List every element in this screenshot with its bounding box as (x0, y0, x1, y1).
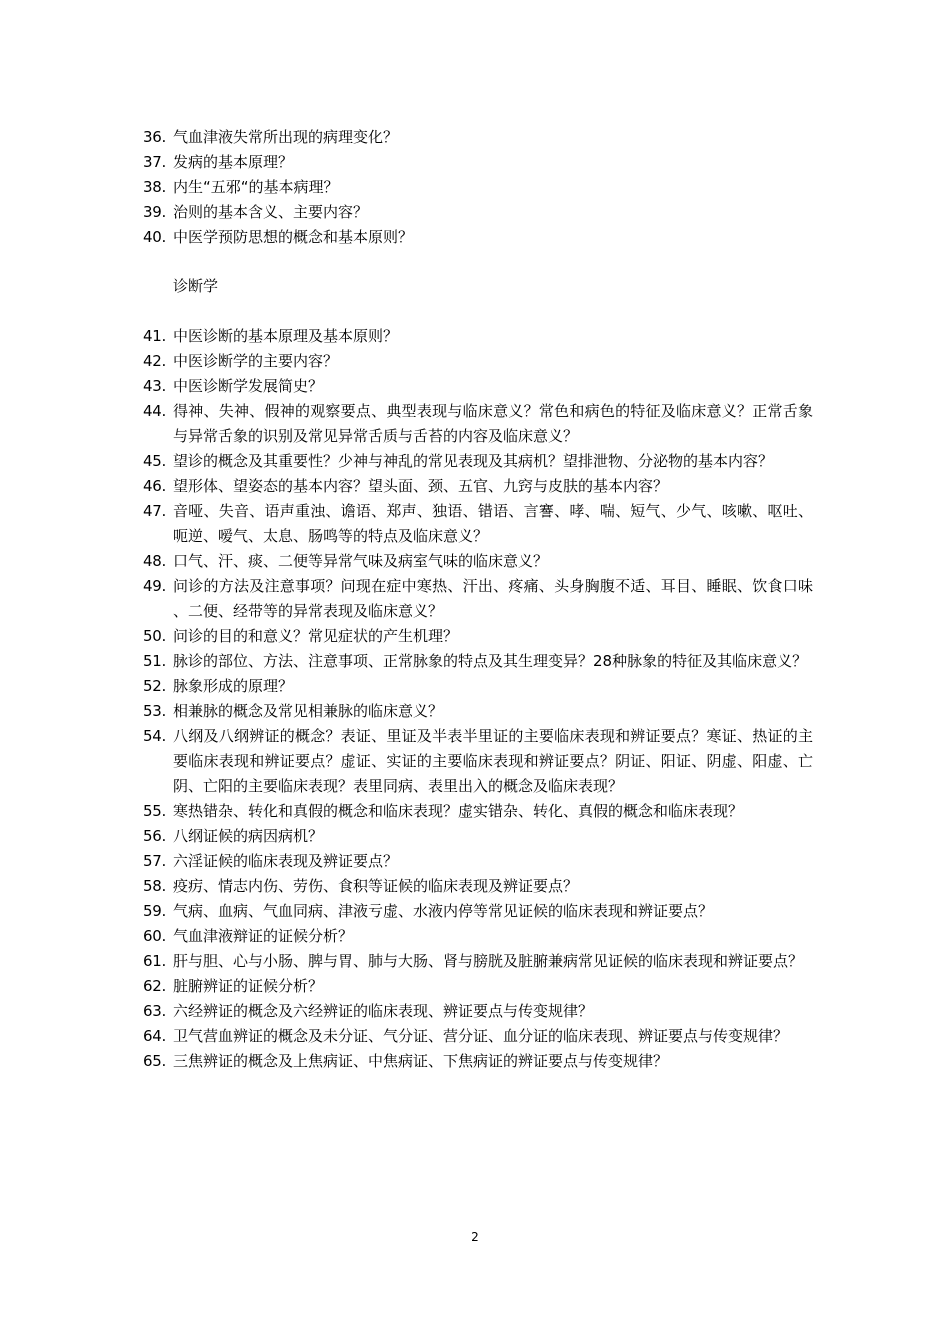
item-number: 65. (143, 1052, 166, 1070)
item-number: 43. (143, 377, 166, 395)
item-text: 八纲证候的病因病机？ (173, 827, 324, 845)
item-text: 中医诊断学发展简史？ (173, 377, 324, 395)
item-number: 64. (143, 1027, 166, 1045)
item-text: 口气、汗、痰、二便等异常气味及病室气味的临床意义？ (173, 552, 549, 570)
item-text: 肝与胆、心与小肠、脾与胃、肺与大肠、肾与膀胱及脏腑兼病常见证候的临床表现和辨证要点？ (173, 952, 804, 970)
section-title: 诊断学 (173, 277, 219, 295)
item-number: 37. (143, 153, 166, 171)
list-item (143, 474, 813, 499)
item-number: 40. (143, 228, 166, 246)
item-text: 发病的基本原理？ (173, 153, 294, 171)
item-number: 55. (143, 802, 166, 820)
item-number: 63. (143, 1002, 166, 1020)
item-text: 得神、失神、假神的观察要点、典型表现与临床意义？常色和病色的特征及临床意义？正常舌象与异常舌象的识别及常见异常舌质与舌苔的内容及临床意义？ (173, 402, 813, 445)
item-number: 59. (143, 902, 166, 920)
item-text: 中医诊断学的主要内容？ (173, 352, 339, 370)
list-item (143, 699, 813, 724)
list-item (143, 1024, 813, 1049)
item-text: 疫疠、情志内伤、劳伤、食积等证候的临床表现及辨证要点？ (173, 877, 579, 895)
item-number: 58. (143, 877, 166, 895)
list-item (143, 949, 813, 974)
question-list-pathology (143, 125, 813, 250)
item-text: 望形体、望姿态的基本内容？望头面、颈、五官、九窍与皮肤的基本内容？ (173, 477, 669, 495)
list-item (143, 874, 813, 899)
item-text: 脏腑辨证的证候分析？ (173, 977, 324, 995)
item-number: 41. (143, 327, 166, 345)
item-text: 卫气营血辨证的概念及未分证、气分证、营分证、血分证的临床表现、辨证要点与传变规律？ (173, 1027, 789, 1045)
list-item (143, 449, 813, 474)
item-number: 61. (143, 952, 166, 970)
item-number: 51. (143, 652, 166, 670)
list-item (143, 999, 813, 1024)
page-number: 2 (471, 1230, 479, 1244)
question-list-diagnostics (143, 324, 813, 1074)
list-item (143, 974, 813, 999)
item-number: 53. (143, 702, 166, 720)
item-number: 36. (143, 128, 166, 146)
item-text: 治则的基本含义、主要内容？ (173, 203, 369, 221)
list-item (143, 150, 813, 175)
list-item (143, 125, 813, 150)
item-text: 气病、血病、气血同病、津液亏虚、水液内停等常见证候的临床表现和辨证要点？ (173, 902, 714, 920)
list-item (143, 649, 813, 674)
list-item (143, 1049, 813, 1074)
list-item (143, 824, 813, 849)
list-item (143, 175, 813, 200)
item-text: 问诊的方法及注意事项？问现在症中寒热、汗出、疼痛、头身胸腹不适、耳目、睡眠、饮食口味、二便、经带等的异常表现及临床意义？ (173, 577, 813, 620)
item-number: 38. (143, 178, 166, 196)
item-text: 相兼脉的概念及常见相兼脉的临床意义？ (173, 702, 444, 720)
list-item (143, 200, 813, 225)
item-text: 问诊的目的和意义？常见症状的产生机理？ (173, 627, 459, 645)
item-text: 气血津液失常所出现的病理变化？ (173, 128, 399, 146)
list-item (143, 624, 813, 649)
list-item (143, 549, 813, 574)
item-number: 62. (143, 977, 166, 995)
list-item (143, 399, 813, 449)
item-text: 三焦辨证的概念及上焦病证、中焦病证、下焦病证的辨证要点与传变规律？ (173, 1052, 669, 1070)
item-number: 57. (143, 852, 166, 870)
item-text: 中医诊断的基本原理及基本原则？ (173, 327, 399, 345)
item-number: 47. (143, 502, 166, 520)
list-item (143, 924, 813, 949)
list-item (143, 849, 813, 874)
item-number: 46. (143, 477, 166, 495)
item-text: 寒热错杂、转化和真假的概念和临床表现？虚实错杂、转化、真假的概念和临床表现？ (173, 802, 744, 820)
item-number: 52. (143, 677, 166, 695)
list-item (143, 724, 813, 799)
item-number: 45. (143, 452, 166, 470)
item-number: 56. (143, 827, 166, 845)
item-text: 气血津液辩证的证候分析？ (173, 927, 354, 945)
item-number: 49. (143, 577, 166, 595)
item-text: 六经辨证的概念及六经辨证的临床表现、辨证要点与传变规律？ (173, 1002, 594, 1020)
list-item (143, 574, 813, 624)
list-item (143, 899, 813, 924)
item-text: 中医学预防思想的概念和基本原则？ (173, 228, 414, 246)
item-text: 望诊的概念及其重要性？少神与神乱的常见表现及其病机？望排泄物、分泌物的基本内容？ (173, 452, 774, 470)
item-number: 39. (143, 203, 166, 221)
list-item (143, 499, 813, 549)
list-item (143, 225, 813, 250)
item-number: 44. (143, 402, 166, 420)
item-number: 42. (143, 352, 166, 370)
list-item (143, 674, 813, 699)
item-text: 脉诊的部位、方法、注意事项、正常脉象的特点及其生理变异？28种脉象的特征及其临床意义？ (173, 652, 808, 670)
item-text: 内生“五邪“的基本病理？ (173, 178, 339, 196)
item-text: 脉象形成的原理？ (173, 677, 294, 695)
item-number: 60. (143, 927, 166, 945)
item-number: 48. (143, 552, 166, 570)
item-text: 音哑、失音、语声重浊、谵语、郑声、独语、错语、言謇、哮、喘、短气、少气、咳嗽、呕吐、呃逆、嗳气、太息、肠鸣等的特点及临床意义？ (173, 502, 813, 545)
item-text: 六淫证候的临床表现及辨证要点？ (173, 852, 399, 870)
item-number: 54. (143, 727, 166, 745)
item-text: 八纲及八纲辨证的概念？表证、里证及半表半里证的主要临床表现和辨证要点？寒证、热证的主要临床表现和辨证要点？虚证、实证的主要临床表现和辨证要点？阴证、阳证、阴虚、阳虚、亡阴、亡阳的主要临床表现？表里同病、表里出入的概念及临床表现？ (173, 727, 813, 795)
list-item (143, 349, 813, 374)
list-item (143, 374, 813, 399)
list-item (143, 799, 813, 824)
list-item (143, 324, 813, 349)
item-number: 50. (143, 627, 166, 645)
